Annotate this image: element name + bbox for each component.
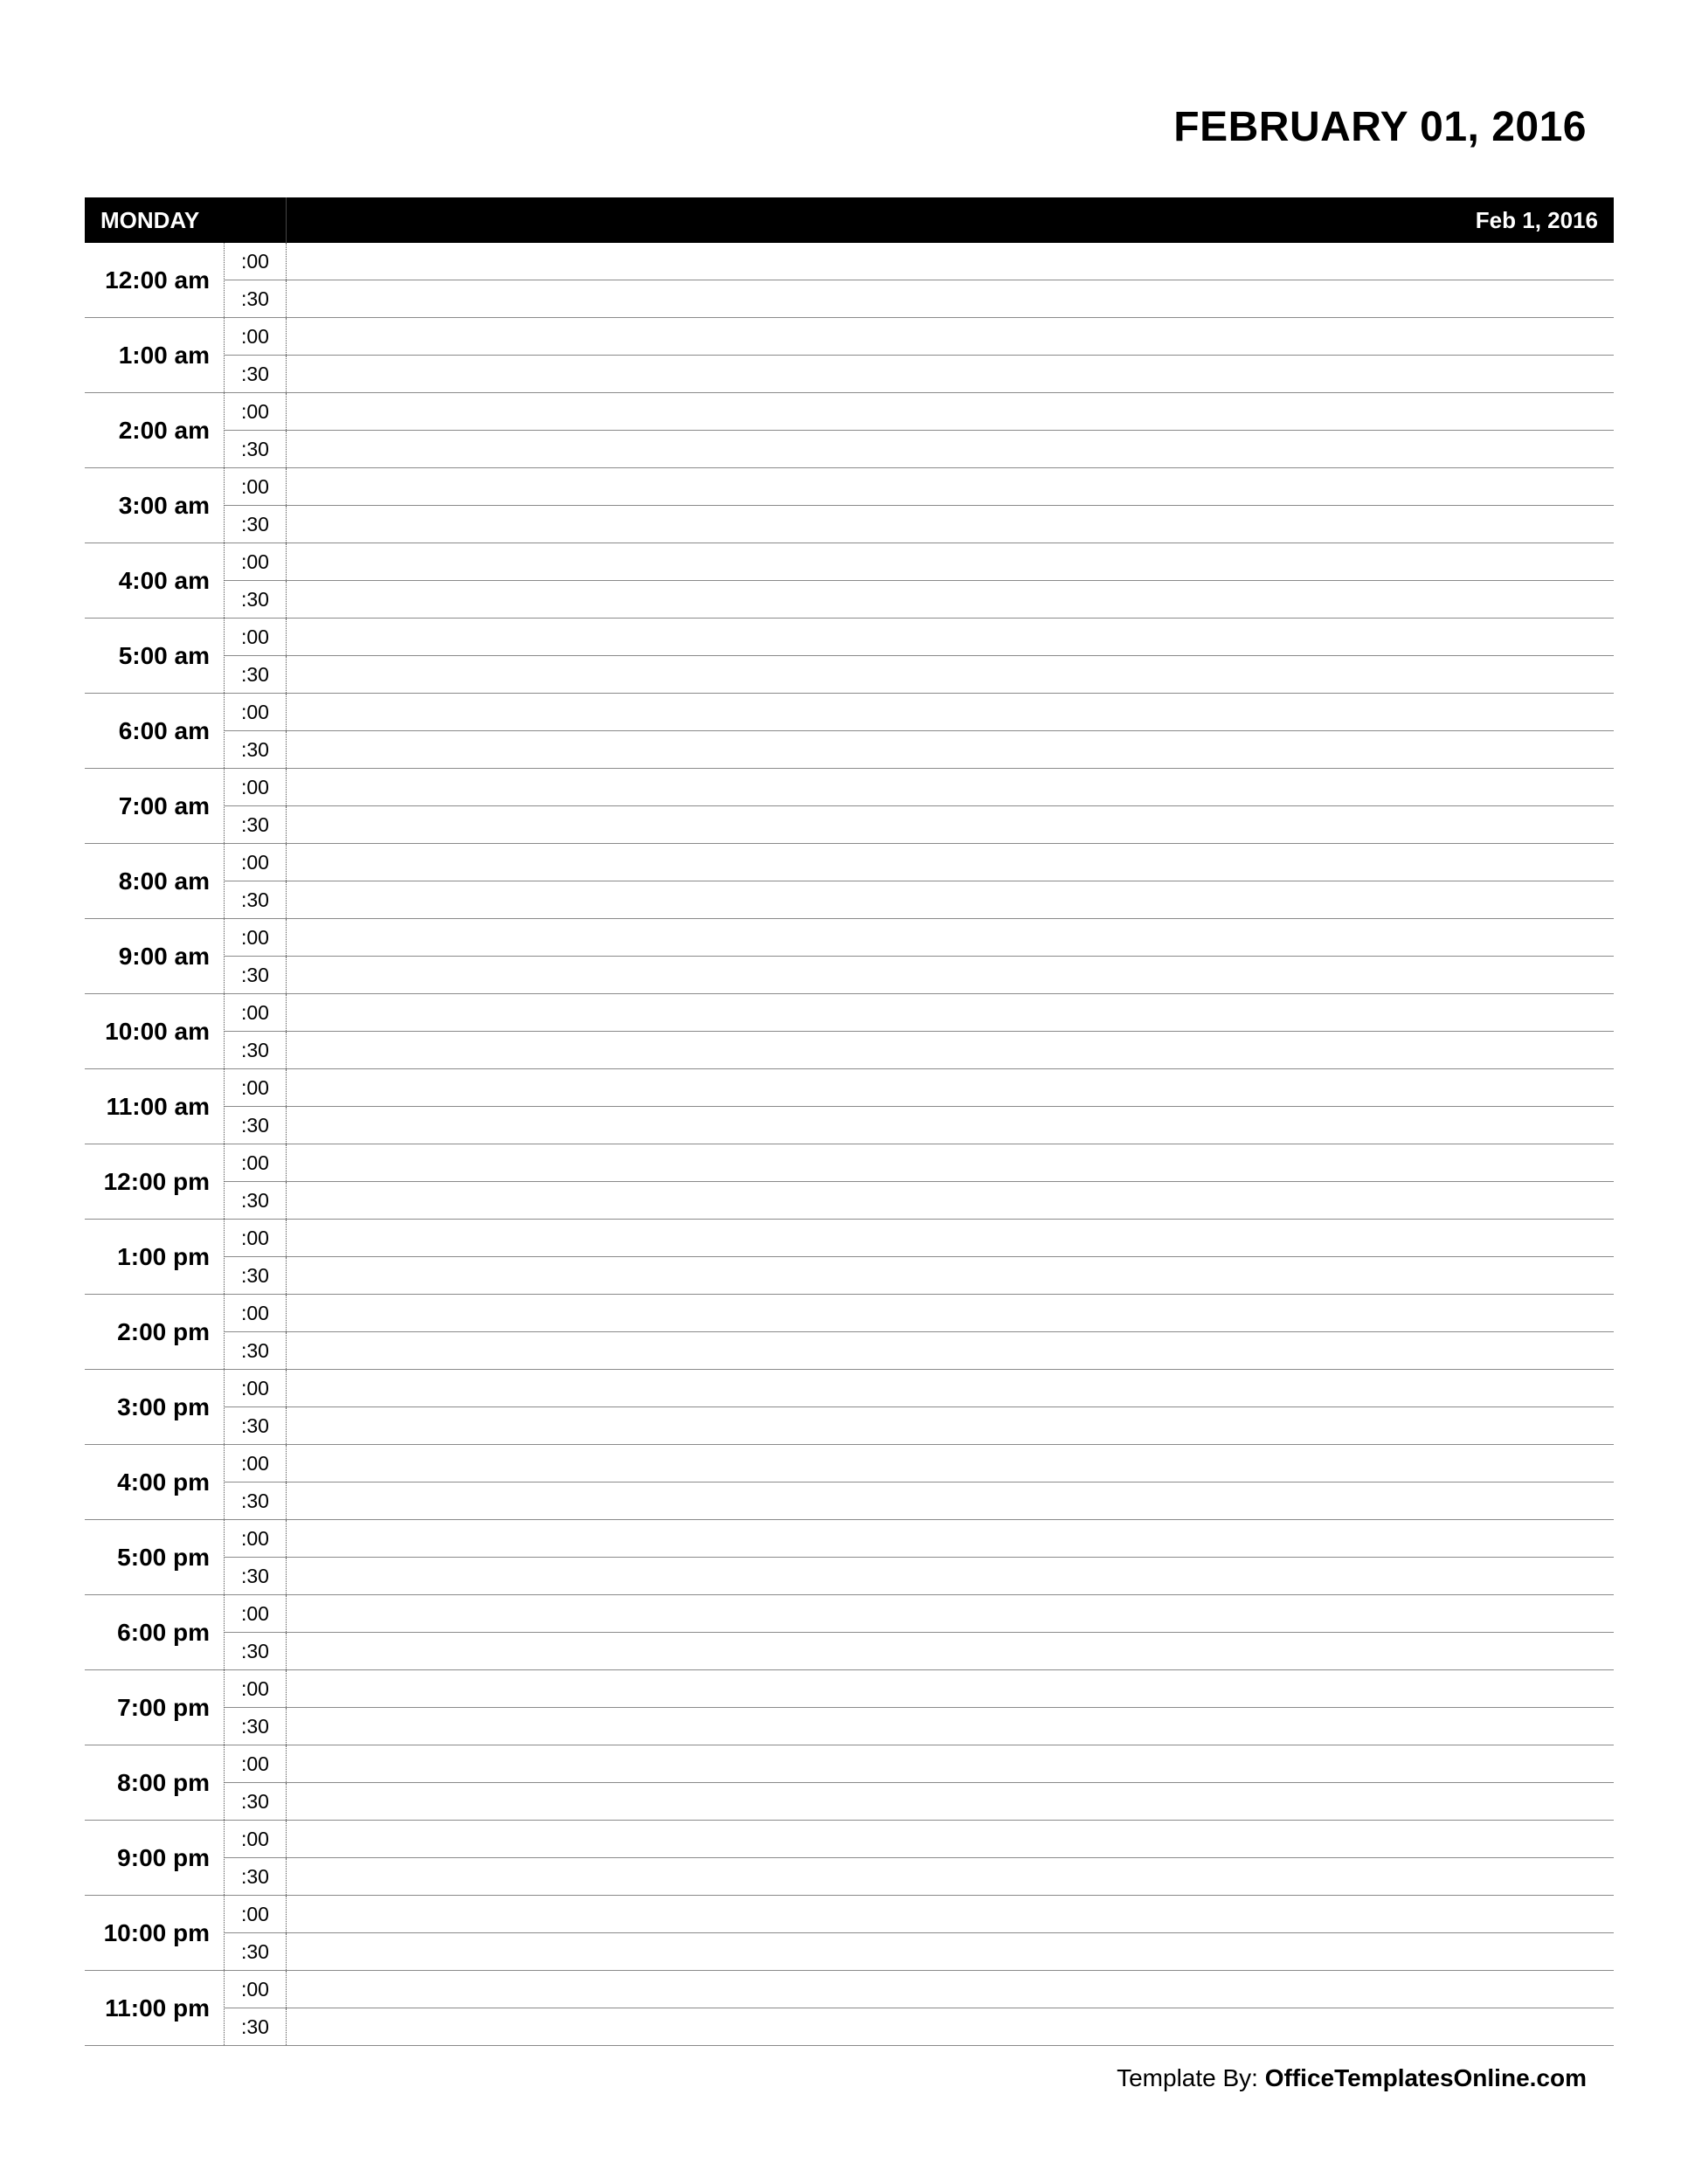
hour-label: 1:00 pm — [85, 1220, 225, 1294]
time-slot — [225, 1256, 1614, 1294]
slot-group — [225, 1595, 1614, 1669]
time-slot — [225, 468, 1614, 505]
slot-notes-area[interactable] — [287, 1783, 1614, 1820]
slot-notes-area[interactable] — [287, 1520, 1614, 1557]
time-slot — [225, 1557, 1614, 1594]
hour-block — [85, 769, 1614, 844]
slot-notes-area[interactable] — [287, 243, 1614, 280]
slot-notes-area[interactable] — [287, 656, 1614, 693]
slot-minute-label: :30 — [225, 1708, 287, 1745]
hour-label: 7:00 pm — [85, 1670, 225, 1745]
time-slot — [225, 1896, 1614, 1932]
slot-group — [225, 1896, 1614, 1970]
slot-group — [225, 1220, 1614, 1294]
time-slot — [225, 1632, 1614, 1669]
time-slot — [225, 730, 1614, 768]
slot-notes-area[interactable] — [287, 731, 1614, 768]
time-slot — [225, 805, 1614, 843]
slot-minute-label: :00 — [225, 1295, 287, 1331]
time-slot — [225, 1745, 1614, 1782]
hour-block — [85, 619, 1614, 694]
hour-label: 4:00 am — [85, 543, 225, 618]
time-slot — [225, 1821, 1614, 1857]
slot-notes-area[interactable] — [287, 1933, 1614, 1970]
time-slot — [225, 505, 1614, 543]
slot-minute-label: :00 — [225, 994, 287, 1031]
slot-notes-area[interactable] — [287, 1107, 1614, 1144]
time-slot — [225, 1331, 1614, 1369]
hour-label: 1:00 am — [85, 318, 225, 392]
slot-minute-label: :30 — [225, 731, 287, 768]
time-slot — [225, 1031, 1614, 1068]
hour-list — [85, 243, 1614, 2046]
hour-block — [85, 1595, 1614, 1670]
time-slot — [225, 1370, 1614, 1406]
time-slot — [225, 619, 1614, 655]
slot-group — [225, 1295, 1614, 1369]
slot-group — [225, 1144, 1614, 1219]
time-slot — [225, 393, 1614, 430]
slot-minute-label: :00 — [225, 468, 287, 505]
time-slot — [225, 430, 1614, 467]
slot-group — [225, 1370, 1614, 1444]
slot-minute-label: :00 — [225, 1370, 287, 1406]
slot-group — [225, 994, 1614, 1068]
time-slot — [225, 2008, 1614, 2045]
slot-minute-label: :30 — [225, 1858, 287, 1895]
time-slot — [225, 1144, 1614, 1181]
time-slot — [225, 318, 1614, 355]
time-slot — [225, 280, 1614, 317]
time-slot — [225, 1445, 1614, 1482]
slot-notes-area[interactable] — [287, 1257, 1614, 1294]
slot-minute-label: :00 — [225, 1745, 287, 1782]
slot-notes-area[interactable] — [287, 1595, 1614, 1632]
slot-group — [225, 543, 1614, 618]
time-slot — [225, 994, 1614, 1031]
slot-notes-area[interactable] — [287, 431, 1614, 467]
slot-notes-area[interactable] — [287, 356, 1614, 392]
slot-minute-label: :00 — [225, 1971, 287, 2008]
hour-block — [85, 919, 1614, 994]
time-slot — [225, 543, 1614, 580]
slot-notes-area[interactable] — [287, 1708, 1614, 1745]
slot-notes-area[interactable] — [287, 919, 1614, 956]
hour-label: 12:00 pm — [85, 1144, 225, 1219]
footer-brand: OfficeTemplatesOnline.com — [1264, 2064, 1587, 2091]
slot-notes-area[interactable] — [287, 318, 1614, 355]
slot-notes-area[interactable] — [287, 1745, 1614, 1782]
slot-notes-area[interactable] — [287, 1370, 1614, 1406]
hour-block — [85, 1821, 1614, 1896]
hour-label: 5:00 am — [85, 619, 225, 693]
slot-notes-area[interactable] — [287, 806, 1614, 843]
slot-group — [225, 1069, 1614, 1144]
slot-notes-area[interactable] — [287, 1896, 1614, 1932]
slot-minute-label: :00 — [225, 1445, 287, 1482]
time-slot — [225, 1406, 1614, 1444]
hour-block — [85, 1069, 1614, 1144]
slot-notes-area[interactable] — [287, 1069, 1614, 1106]
slot-group — [225, 1445, 1614, 1519]
time-slot — [225, 1295, 1614, 1331]
slot-group — [225, 1745, 1614, 1820]
time-slot — [225, 1707, 1614, 1745]
slot-minute-label: :30 — [225, 806, 287, 843]
daily-planner — [85, 197, 1614, 2046]
slot-notes-area[interactable] — [287, 1971, 1614, 2008]
slot-minute-label: :00 — [225, 1520, 287, 1557]
slot-notes-area[interactable] — [287, 1407, 1614, 1444]
time-slot — [225, 769, 1614, 805]
hour-block — [85, 844, 1614, 919]
slot-minute-label: :00 — [225, 543, 287, 580]
slot-minute-label: :30 — [225, 1032, 287, 1068]
slot-minute-label: :00 — [225, 1220, 287, 1256]
slot-group — [225, 619, 1614, 693]
hour-label: 12:00 am — [85, 243, 225, 317]
hour-block — [85, 1144, 1614, 1220]
slot-minute-label: :00 — [225, 694, 287, 730]
slot-notes-area[interactable] — [287, 581, 1614, 618]
hour-block — [85, 1220, 1614, 1295]
slot-minute-label: :00 — [225, 1896, 287, 1932]
hour-label: 6:00 am — [85, 694, 225, 768]
slot-notes-area[interactable] — [287, 506, 1614, 543]
slot-notes-area[interactable] — [287, 1670, 1614, 1707]
hour-label: 2:00 am — [85, 393, 225, 467]
slot-minute-label: :30 — [225, 881, 287, 918]
time-slot — [225, 243, 1614, 280]
slot-notes-area[interactable] — [287, 957, 1614, 993]
slot-minute-label: :30 — [225, 1933, 287, 1970]
slot-group — [225, 694, 1614, 768]
slot-minute-label: :00 — [225, 393, 287, 430]
slot-minute-label: :30 — [225, 1182, 287, 1219]
slot-minute-label: :00 — [225, 619, 287, 655]
time-slot — [225, 1220, 1614, 1256]
hour-block — [85, 1520, 1614, 1595]
time-slot — [225, 655, 1614, 693]
slot-notes-area[interactable] — [287, 1445, 1614, 1482]
hour-label: 5:00 pm — [85, 1520, 225, 1594]
hour-label: 10:00 pm — [85, 1896, 225, 1970]
slot-group — [225, 243, 1614, 317]
slot-notes-area[interactable] — [287, 1144, 1614, 1181]
slot-notes-area[interactable] — [287, 280, 1614, 317]
hour-block — [85, 468, 1614, 543]
slot-notes-area[interactable] — [287, 1482, 1614, 1519]
footer-credit — [1117, 2064, 1587, 2092]
slot-group — [225, 1821, 1614, 1895]
slot-minute-label: :30 — [225, 506, 287, 543]
slot-minute-label: :00 — [225, 1821, 287, 1857]
slot-minute-label: :30 — [225, 1633, 287, 1669]
slot-notes-area[interactable] — [287, 994, 1614, 1031]
slot-minute-label: :30 — [225, 656, 287, 693]
header-date: Feb 1, 2016 — [1475, 206, 1598, 233]
slot-minute-label: :30 — [225, 1257, 287, 1294]
slot-minute-label: :00 — [225, 1069, 287, 1106]
hour-block — [85, 1445, 1614, 1520]
hour-block — [85, 1670, 1614, 1745]
slot-minute-label: :00 — [225, 318, 287, 355]
time-slot — [225, 1181, 1614, 1219]
time-slot — [225, 1932, 1614, 1970]
hour-label: 8:00 am — [85, 844, 225, 918]
page-title: FEBRUARY 01, 2016 — [1173, 104, 1587, 150]
slot-notes-area[interactable] — [287, 543, 1614, 580]
slot-notes-area[interactable] — [287, 619, 1614, 655]
hour-block — [85, 994, 1614, 1069]
hour-label: 10:00 am — [85, 994, 225, 1068]
slot-notes-area[interactable] — [287, 1032, 1614, 1068]
hour-label: 8:00 pm — [85, 1745, 225, 1820]
slot-minute-label: :00 — [225, 1670, 287, 1707]
hour-block — [85, 393, 1614, 468]
slot-group — [225, 318, 1614, 392]
time-slot — [225, 1106, 1614, 1144]
time-slot — [225, 1782, 1614, 1820]
slot-minute-label: :00 — [225, 844, 287, 881]
hour-label: 11:00 pm — [85, 1971, 225, 2045]
slot-notes-area[interactable] — [287, 468, 1614, 505]
hour-label: 2:00 pm — [85, 1295, 225, 1369]
slot-minute-label: :00 — [225, 243, 287, 280]
time-slot — [225, 1857, 1614, 1895]
slot-notes-area[interactable] — [287, 1332, 1614, 1369]
slot-notes-area[interactable] — [287, 1220, 1614, 1256]
slot-minute-label: :30 — [225, 581, 287, 618]
slot-notes-area[interactable] — [287, 881, 1614, 918]
hour-block — [85, 1295, 1614, 1370]
time-slot — [225, 1482, 1614, 1519]
slot-minute-label: :00 — [225, 1595, 287, 1632]
slot-notes-area[interactable] — [287, 1182, 1614, 1219]
slot-notes-area[interactable] — [287, 769, 1614, 805]
time-slot — [225, 1670, 1614, 1707]
slot-group — [225, 468, 1614, 543]
slot-minute-label: :00 — [225, 1144, 287, 1181]
time-slot — [225, 956, 1614, 993]
hour-label: 7:00 am — [85, 769, 225, 843]
time-slot — [225, 355, 1614, 392]
hour-block — [85, 1370, 1614, 1445]
slot-group — [225, 844, 1614, 918]
time-slot — [225, 694, 1614, 730]
time-slot — [225, 580, 1614, 618]
slot-group — [225, 1520, 1614, 1594]
hour-label: 9:00 pm — [85, 1821, 225, 1895]
slot-minute-label: :00 — [225, 769, 287, 805]
time-slot — [225, 1595, 1614, 1632]
hour-block — [85, 543, 1614, 619]
hour-block — [85, 694, 1614, 769]
slot-minute-label: :30 — [225, 1558, 287, 1594]
slot-group — [225, 769, 1614, 843]
hour-block — [85, 1896, 1614, 1971]
hour-label: 6:00 pm — [85, 1595, 225, 1669]
time-slot — [225, 1069, 1614, 1106]
hour-block — [85, 1971, 1614, 2046]
hour-block — [85, 1745, 1614, 1821]
slot-notes-area[interactable] — [287, 694, 1614, 730]
header-day: MONDAY — [85, 197, 287, 243]
hour-block — [85, 243, 1614, 318]
slot-notes-area[interactable] — [287, 1633, 1614, 1669]
slot-minute-label: :30 — [225, 431, 287, 467]
slot-minute-label: :30 — [225, 280, 287, 317]
slot-group — [225, 919, 1614, 993]
slot-minute-label: :30 — [225, 1482, 287, 1519]
hour-label: 3:00 am — [85, 468, 225, 543]
slot-group — [225, 393, 1614, 467]
slot-minute-label: :30 — [225, 1783, 287, 1820]
hour-label: 11:00 am — [85, 1069, 225, 1144]
slot-minute-label: :30 — [225, 2008, 287, 2045]
time-slot — [225, 1971, 1614, 2008]
slot-minute-label: :30 — [225, 957, 287, 993]
slot-minute-label: :30 — [225, 1407, 287, 1444]
time-slot — [225, 881, 1614, 918]
slot-notes-area[interactable] — [287, 2008, 1614, 2045]
slot-group — [225, 1670, 1614, 1745]
slot-minute-label: :30 — [225, 1332, 287, 1369]
time-slot — [225, 1520, 1614, 1557]
slot-minute-label: :30 — [225, 1107, 287, 1144]
time-slot — [225, 919, 1614, 956]
time-slot — [225, 844, 1614, 881]
slot-notes-area[interactable] — [287, 1558, 1614, 1594]
slot-notes-area[interactable] — [287, 844, 1614, 881]
hour-block — [85, 318, 1614, 393]
hour-label: 9:00 am — [85, 919, 225, 993]
slot-minute-label: :00 — [225, 919, 287, 956]
hour-label: 4:00 pm — [85, 1445, 225, 1519]
footer-prefix: Template By: — [1117, 2064, 1265, 2091]
planner-header — [85, 197, 1614, 243]
slot-group — [225, 1971, 1614, 2045]
hour-label: 3:00 pm — [85, 1370, 225, 1444]
slot-notes-area[interactable] — [287, 1858, 1614, 1895]
slot-minute-label: :30 — [225, 356, 287, 392]
slot-notes-area[interactable] — [287, 393, 1614, 430]
slot-notes-area[interactable] — [287, 1821, 1614, 1857]
slot-notes-area[interactable] — [287, 1295, 1614, 1331]
